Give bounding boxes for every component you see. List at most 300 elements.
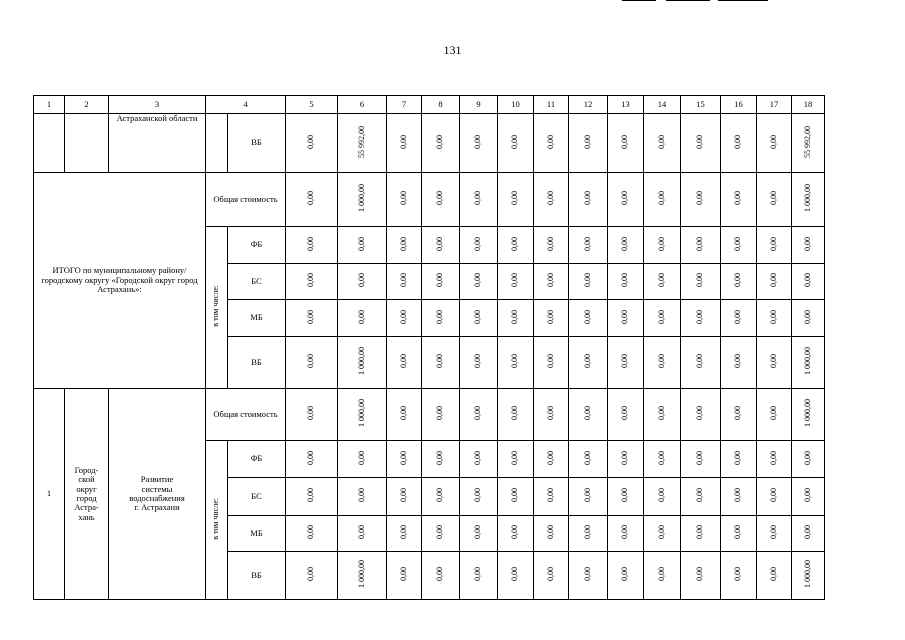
value-cell (387, 337, 422, 389)
value-cell-text: 0,00 (768, 309, 778, 324)
value-cell (644, 516, 681, 552)
value-cell-text: 0,00 (802, 273, 812, 288)
value-cell-text: 0,00 (582, 406, 592, 421)
value-cell-text: 0,00 (768, 236, 778, 251)
value-cell (721, 389, 757, 441)
value-cell (792, 552, 825, 600)
value-cell-text: 0,00 (695, 406, 705, 421)
value-cell-text: 0,00 (582, 488, 592, 503)
value-cell-text: 0,00 (620, 191, 630, 206)
financing-type-cell: БС (228, 264, 286, 300)
value-cell (387, 552, 422, 600)
value-cell (569, 337, 608, 389)
value-cell (757, 478, 792, 516)
value-cell (757, 389, 792, 441)
value-cell-text: 1 000,00 (356, 347, 366, 376)
value-cell (757, 552, 792, 600)
value-cell (569, 478, 608, 516)
value-cell (681, 300, 721, 337)
value-cell-text: 0,00 (473, 134, 483, 149)
value-cell (644, 337, 681, 389)
value-cell-text: 0,00 (656, 567, 666, 582)
value-cell-text: 0,00 (802, 525, 812, 540)
value-cell (460, 114, 498, 173)
value-cell-text: 0,00 (473, 191, 483, 206)
value-cell-text: 0,00 (435, 236, 445, 251)
value-cell-text: 0,00 (435, 134, 445, 149)
value-cell (608, 478, 644, 516)
value-cell (534, 478, 569, 516)
sub-label-cell-text: в том числе: (211, 285, 221, 328)
value-cell-text: 0,00 (473, 406, 483, 421)
value-cell (644, 441, 681, 478)
sub-label-cell (206, 114, 228, 173)
value-cell-text: 0,00 (733, 567, 743, 582)
scan-mark (622, 0, 656, 1)
value-cell (608, 516, 644, 552)
value-cell-text: 0,00 (582, 354, 592, 369)
column-header: 9 (460, 96, 498, 114)
value-cell (757, 173, 792, 227)
value-cell (422, 264, 460, 300)
value-cell-text: 0,00 (473, 488, 483, 503)
value-cell (792, 478, 825, 516)
value-cell-text: 0,00 (306, 134, 316, 149)
page-number: 131 (443, 43, 462, 57)
value-cell-text: 0,00 (695, 450, 705, 465)
value-cell (534, 516, 569, 552)
value-cell-text: 0,00 (733, 406, 743, 421)
value-cell-text: 0,00 (656, 134, 666, 149)
value-cell (644, 300, 681, 337)
value-cell-text: 0,00 (768, 406, 778, 421)
value-cell (460, 173, 498, 227)
budget-table (33, 95, 825, 600)
value-cell (498, 227, 534, 264)
value-cell (387, 264, 422, 300)
value-cell-text: 0,00 (695, 354, 705, 369)
value-cell-text: 0,00 (620, 488, 630, 503)
value-cell-text: 0,00 (733, 236, 743, 251)
value-cell (422, 173, 460, 227)
value-cell-text: 0,00 (473, 354, 483, 369)
num-cell (34, 114, 65, 173)
value-cell (681, 337, 721, 389)
value-cell (534, 227, 569, 264)
value-cell-text: 0,00 (473, 273, 483, 288)
value-cell-text: 0,00 (473, 525, 483, 540)
value-cell-text: 0,00 (356, 236, 366, 251)
object-name-cell: Развитие системы водоснабжения г. Астрахани (109, 389, 206, 600)
value-cell (721, 264, 757, 300)
value-cell-text: 0,00 (398, 354, 408, 369)
value-cell-text: 0,00 (695, 236, 705, 251)
value-cell-text: 0,00 (656, 406, 666, 421)
sub-label-cell-text: в том числе: (211, 497, 221, 540)
value-cell-text: 0,00 (435, 309, 445, 324)
value-cell (286, 389, 338, 441)
value-cell (792, 516, 825, 552)
value-cell-text: 0,00 (768, 488, 778, 503)
value-cell-text: 0,00 (620, 236, 630, 251)
value-cell-text: 0,00 (306, 488, 316, 503)
value-cell (792, 173, 825, 227)
value-cell (460, 441, 498, 478)
financing-type-cell: МБ (228, 516, 286, 552)
value-cell (608, 441, 644, 478)
value-cell-text: 0,00 (620, 406, 630, 421)
value-cell (422, 337, 460, 389)
value-cell-text: 0,00 (582, 450, 592, 465)
value-cell-text: 0,00 (435, 450, 445, 465)
value-cell-text: 0,00 (545, 273, 555, 288)
value-cell-text: 0,00 (473, 236, 483, 251)
value-cell (422, 516, 460, 552)
value-cell (569, 173, 608, 227)
value-cell (757, 300, 792, 337)
value-cell (422, 478, 460, 516)
value-cell-text: 0,00 (582, 567, 592, 582)
value-cell-text: 0,00 (435, 488, 445, 503)
financing-type-cell: Общая стоимость (206, 173, 286, 227)
sub-label-cell (206, 441, 228, 600)
value-cell (792, 114, 825, 173)
value-cell-text: 0,00 (656, 273, 666, 288)
value-cell (286, 441, 338, 478)
value-cell-text: 0,00 (656, 488, 666, 503)
value-cell-text: 0,00 (802, 450, 812, 465)
value-cell-text: 0,00 (695, 567, 705, 582)
value-cell-text: 0,00 (545, 525, 555, 540)
value-cell-text: 1 000,00 (802, 560, 812, 589)
value-cell-text: 0,00 (695, 309, 705, 324)
value-cell (338, 441, 387, 478)
value-cell-text: 0,00 (733, 309, 743, 324)
value-cell (534, 552, 569, 600)
value-cell (569, 441, 608, 478)
value-cell (721, 478, 757, 516)
value-cell (721, 173, 757, 227)
value-cell-text: 0,00 (510, 134, 520, 149)
value-cell-text: 0,00 (656, 309, 666, 324)
value-cell-text: 0,00 (435, 406, 445, 421)
value-cell-text: 0,00 (768, 567, 778, 582)
value-cell-text: 0,00 (656, 450, 666, 465)
table-row (34, 173, 825, 227)
value-cell (498, 300, 534, 337)
value-cell-text: 0,00 (802, 309, 812, 324)
column-header: 7 (387, 96, 422, 114)
value-cell-text: 0,00 (473, 450, 483, 465)
value-cell-text: 0,00 (356, 450, 366, 465)
value-cell (338, 173, 387, 227)
value-cell-text: 0,00 (768, 191, 778, 206)
value-cell-text: 0,00 (306, 450, 316, 465)
value-cell (681, 389, 721, 441)
column-header: 4 (206, 96, 286, 114)
value-cell (721, 114, 757, 173)
value-cell-text: 0,00 (545, 567, 555, 582)
value-cell (757, 441, 792, 478)
value-cell-text: 1 000,00 (802, 347, 812, 376)
financing-type-cell: БС (228, 478, 286, 516)
value-cell-text: 0,00 (435, 273, 445, 288)
value-cell (338, 264, 387, 300)
column-header: 15 (681, 96, 721, 114)
value-cell-text: 1 000,00 (802, 399, 812, 428)
value-cell-text: 0,00 (306, 273, 316, 288)
value-cell (286, 114, 338, 173)
column-header: 3 (109, 96, 206, 114)
value-cell (792, 300, 825, 337)
value-cell (387, 227, 422, 264)
value-cell (338, 300, 387, 337)
value-cell (534, 300, 569, 337)
value-cell (757, 114, 792, 173)
value-cell (757, 337, 792, 389)
value-cell-text: 0,00 (545, 354, 555, 369)
total-label-cell: ИТОГО по муниципальному району/ городскому округу «Городской округ город Астрахань»: (34, 173, 206, 389)
value-cell (792, 389, 825, 441)
column-header: 8 (422, 96, 460, 114)
value-cell-text: 0,00 (306, 309, 316, 324)
value-cell-text: 0,00 (620, 567, 630, 582)
table-row (34, 96, 825, 114)
value-cell-text: 0,00 (768, 525, 778, 540)
value-cell (460, 516, 498, 552)
column-header: 16 (721, 96, 757, 114)
value-cell-text: 0,00 (656, 236, 666, 251)
value-cell (792, 227, 825, 264)
value-cell (608, 114, 644, 173)
value-cell-text: 0,00 (768, 354, 778, 369)
value-cell-text: 0,00 (733, 450, 743, 465)
value-cell-text: 0,00 (620, 354, 630, 369)
value-cell (460, 300, 498, 337)
value-cell-text: 0,00 (398, 525, 408, 540)
value-cell (534, 173, 569, 227)
value-cell-text: 0,00 (306, 354, 316, 369)
value-cell (681, 227, 721, 264)
value-cell-text: 0,00 (545, 309, 555, 324)
value-cell (387, 478, 422, 516)
value-cell-text: 0,00 (695, 488, 705, 503)
scan-mark (666, 0, 710, 1)
value-cell (644, 173, 681, 227)
value-cell-text: 0,00 (356, 309, 366, 324)
value-cell (286, 337, 338, 389)
value-cell-text: 0,00 (510, 191, 520, 206)
value-cell-text: 0,00 (802, 236, 812, 251)
value-cell-text: 0,00 (695, 273, 705, 288)
value-cell (286, 227, 338, 264)
value-cell (681, 173, 721, 227)
value-cell (792, 441, 825, 478)
num-cell: 1 (34, 389, 65, 600)
table-row (34, 114, 825, 173)
value-cell (569, 114, 608, 173)
value-cell-text: 0,00 (620, 309, 630, 324)
value-cell-text: 0,00 (582, 525, 592, 540)
financing-type-cell: Общая стоимость (206, 389, 286, 441)
value-cell (644, 114, 681, 173)
value-cell-text: 0,00 (733, 354, 743, 369)
value-cell (422, 227, 460, 264)
value-cell-text: 1 000,00 (802, 184, 812, 213)
value-cell-text: 0,00 (656, 525, 666, 540)
value-cell (534, 264, 569, 300)
value-cell-text: 0,00 (582, 309, 592, 324)
column-header: 13 (608, 96, 644, 114)
value-cell-text: 0,00 (582, 236, 592, 251)
financing-type-cell: ВБ (228, 114, 286, 173)
value-cell-text: 0,00 (695, 134, 705, 149)
value-cell-text: 0,00 (306, 236, 316, 251)
value-cell-text: 0,00 (510, 236, 520, 251)
value-cell (608, 227, 644, 264)
value-cell-text: 0,00 (398, 567, 408, 582)
value-cell (608, 300, 644, 337)
value-cell-text: 0,00 (620, 134, 630, 149)
value-cell (422, 114, 460, 173)
value-cell (569, 552, 608, 600)
value-cell-text: 55 992,00 (802, 125, 812, 158)
value-cell-text: 0,00 (398, 488, 408, 503)
value-cell (721, 516, 757, 552)
value-cell-text: 1 000,00 (356, 184, 366, 213)
value-cell-text: 0,00 (582, 191, 592, 206)
column-header: 5 (286, 96, 338, 114)
value-cell-text: 0,00 (398, 273, 408, 288)
value-cell (286, 552, 338, 600)
value-cell (498, 389, 534, 441)
value-cell (608, 552, 644, 600)
value-cell (460, 264, 498, 300)
value-cell (387, 389, 422, 441)
value-cell-text: 0,00 (545, 134, 555, 149)
value-cell (498, 337, 534, 389)
value-cell (498, 264, 534, 300)
value-cell-text: 0,00 (473, 567, 483, 582)
value-cell-text: 0,00 (695, 525, 705, 540)
value-cell (498, 552, 534, 600)
value-cell (569, 264, 608, 300)
value-cell-text: 0,00 (435, 191, 445, 206)
value-cell (569, 516, 608, 552)
table-row (34, 389, 825, 441)
value-cell-text: 0,00 (733, 134, 743, 149)
value-cell (387, 516, 422, 552)
value-cell-text: 0,00 (306, 406, 316, 421)
value-cell (387, 441, 422, 478)
value-cell (338, 114, 387, 173)
value-cell (681, 264, 721, 300)
value-cell (681, 478, 721, 516)
value-cell-text: 0,00 (545, 406, 555, 421)
value-cell (608, 264, 644, 300)
value-cell (681, 441, 721, 478)
financing-type-cell: ВБ (228, 552, 286, 600)
column-header: 12 (569, 96, 608, 114)
value-cell (498, 114, 534, 173)
value-cell (460, 478, 498, 516)
financing-type-cell: ВБ (228, 337, 286, 389)
value-cell-text: 0,00 (582, 273, 592, 288)
value-cell-text: 0,00 (545, 191, 555, 206)
value-cell (681, 516, 721, 552)
value-cell-text: 0,00 (435, 354, 445, 369)
value-cell-text: 0,00 (435, 525, 445, 540)
value-cell-text: 0,00 (510, 273, 520, 288)
value-cell (644, 478, 681, 516)
value-cell (422, 552, 460, 600)
value-cell-text: 0,00 (620, 525, 630, 540)
value-cell-text: 0,00 (510, 354, 520, 369)
value-cell (721, 337, 757, 389)
value-cell (338, 337, 387, 389)
value-cell-text: 0,00 (510, 450, 520, 465)
value-cell (460, 227, 498, 264)
value-cell-text: 0,00 (510, 488, 520, 503)
value-cell-text: 0,00 (398, 236, 408, 251)
value-cell (534, 441, 569, 478)
value-cell (569, 389, 608, 441)
value-cell-text: 0,00 (306, 567, 316, 582)
value-cell (286, 264, 338, 300)
value-cell-text: 55 992,00 (356, 125, 366, 158)
financing-type-cell: МБ (228, 300, 286, 337)
value-cell-text: 0,00 (398, 309, 408, 324)
value-cell (534, 389, 569, 441)
value-cell (569, 300, 608, 337)
value-cell-text: 0,00 (306, 525, 316, 540)
value-cell (721, 227, 757, 264)
value-cell (792, 264, 825, 300)
value-cell-text: 0,00 (768, 273, 778, 288)
municipality-cell (65, 114, 109, 173)
value-cell-text: 0,00 (510, 525, 520, 540)
value-cell (534, 337, 569, 389)
value-cell-text: 0,00 (733, 525, 743, 540)
value-cell-text: 0,00 (510, 309, 520, 324)
value-cell-text: 0,00 (435, 567, 445, 582)
value-cell (286, 173, 338, 227)
value-cell-text: 0,00 (620, 273, 630, 288)
value-cell (757, 227, 792, 264)
column-header: 11 (534, 96, 569, 114)
value-cell-text: 0,00 (306, 191, 316, 206)
scan-mark (718, 0, 768, 1)
value-cell (681, 114, 721, 173)
value-cell (286, 300, 338, 337)
value-cell-text: 0,00 (768, 450, 778, 465)
value-cell-text: 0,00 (768, 134, 778, 149)
value-cell-text: 0,00 (545, 450, 555, 465)
column-header: 6 (338, 96, 387, 114)
value-cell-text: 0,00 (473, 309, 483, 324)
value-cell (422, 441, 460, 478)
value-cell-text: 1 000,00 (356, 399, 366, 428)
financing-type-cell: ФБ (228, 441, 286, 478)
value-cell (608, 389, 644, 441)
sub-label-cell (206, 227, 228, 389)
value-cell (644, 552, 681, 600)
value-cell (608, 173, 644, 227)
value-cell (757, 264, 792, 300)
financing-type-cell: ФБ (228, 227, 286, 264)
column-header: 14 (644, 96, 681, 114)
value-cell-text: 0,00 (733, 488, 743, 503)
